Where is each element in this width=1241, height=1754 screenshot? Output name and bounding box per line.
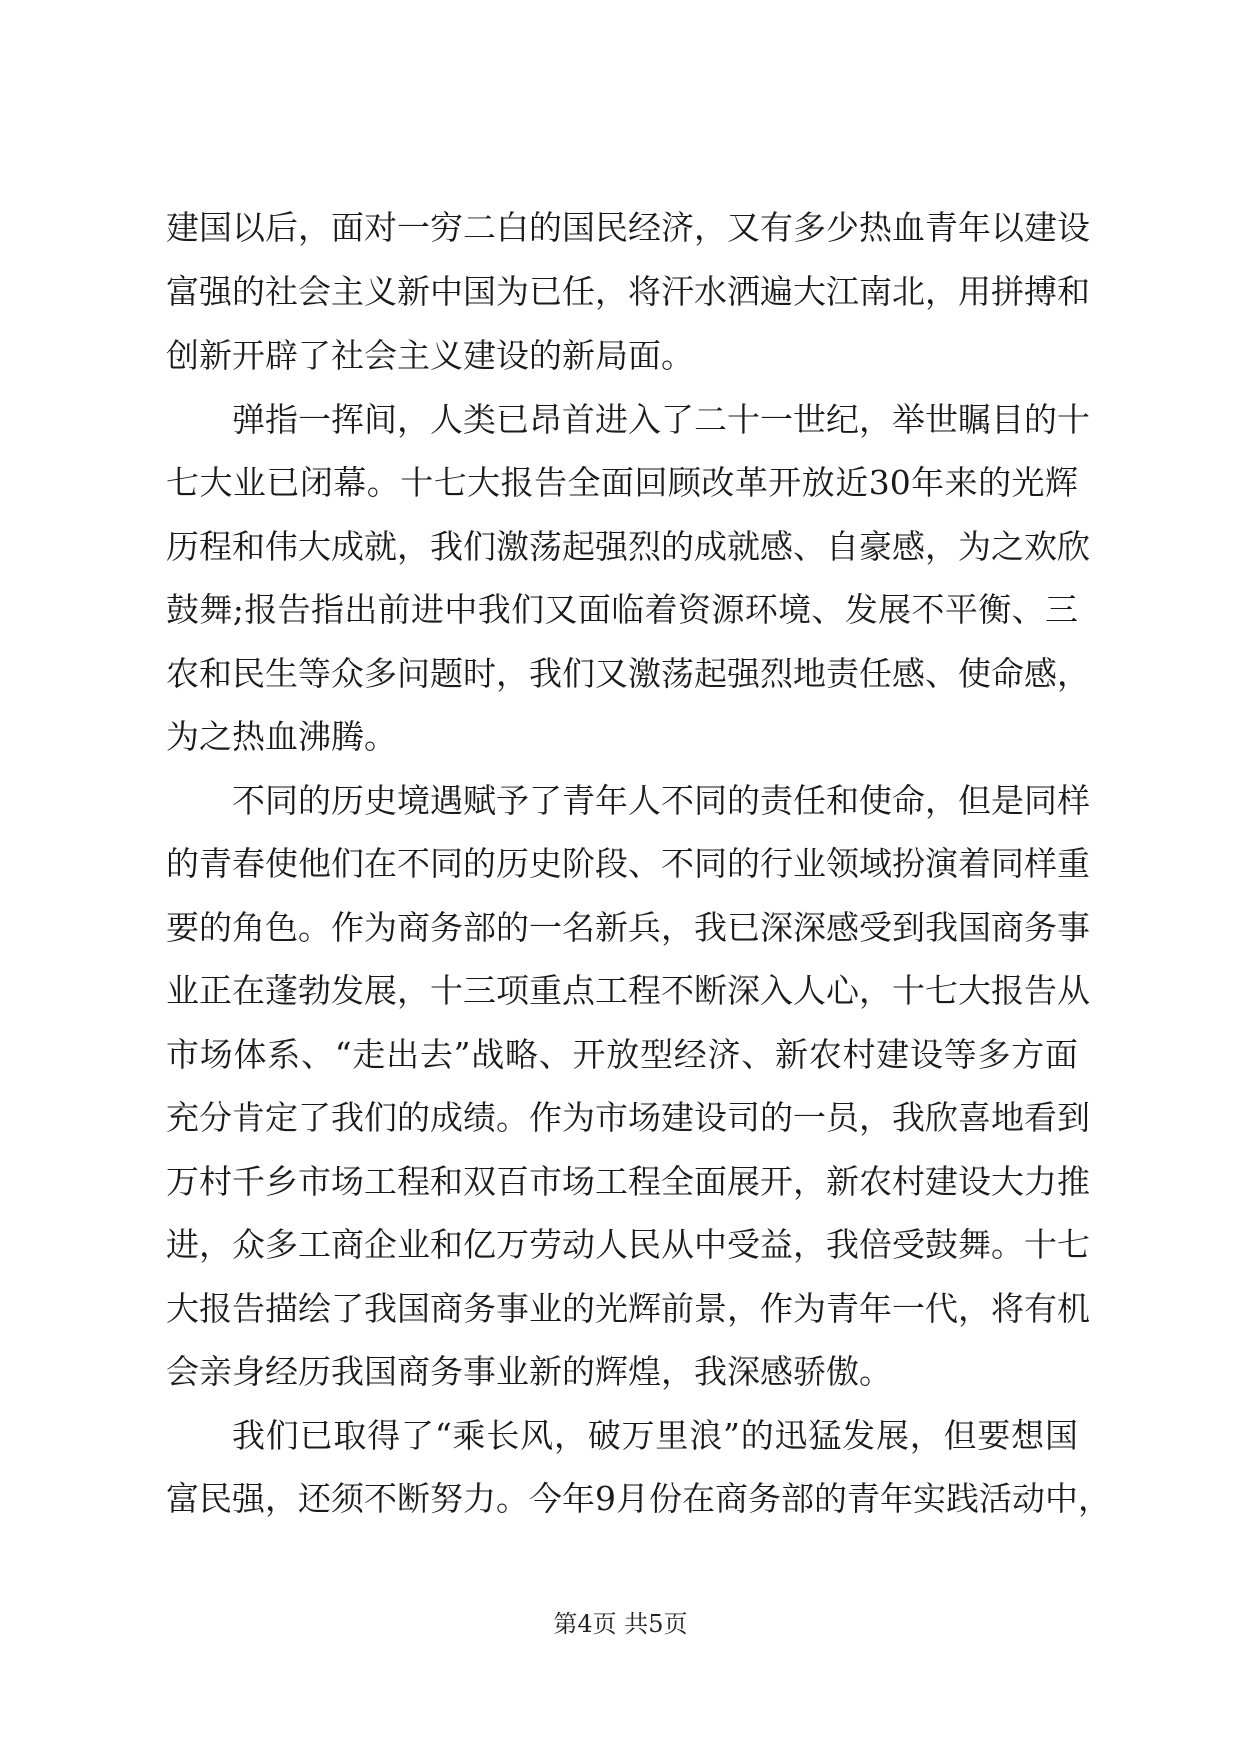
paragraph-line: 的青春使他们在不同的历史阶段、不同的行业领域扮演着同样重 (166, 844, 1090, 883)
paragraph-line: 大报告描绘了我国商务事业的光辉前景，作为青年一代，将有机 (166, 1289, 1090, 1328)
paragraph-line: 建国以后，面对一穷二白的国民经济，又有多少热血青年以建设 (166, 208, 1090, 247)
paragraph-line: 会亲身经历我国商务事业新的辉煌，我深感骄傲。 (166, 1352, 892, 1391)
paragraph-line: 富强的社会主义新中国为已任，将汗水洒遍大江南北，用拼搏和 (166, 272, 1090, 311)
paragraph-line: 农和民生等众多问题时，我们又激荡起强烈地责任感、使命感， (166, 654, 1090, 693)
paragraph-line: 市场体系、“走出去”战略、开放型经济、新农村建设等多方面 (166, 1035, 1078, 1074)
paragraph-line: 进，众多工商企业和亿万劳动人民从中受益，我倍受鼓舞。十七 (166, 1225, 1090, 1264)
paragraph-line: 弹指一挥间，人类已昂首进入了二十一世纪，举世瞩目的十 (232, 400, 1090, 439)
page-number-footer: 第4页 共5页 (553, 1610, 688, 1638)
paragraph-line: 充分肯定了我们的成绩。作为市场建设司的一员，我欣喜地看到 (166, 1098, 1090, 1137)
paragraph-line: 万村千乡市场工程和双百市场工程全面展开，新农村建设大力推 (166, 1162, 1090, 1201)
paragraph-line: 七大业已闭幕。十七大报告全面回顾改革开放近30年来的光辉 (166, 463, 1078, 502)
paragraph-line: 富民强，还须不断努力。今年9月份在商务部的青年实践活动中， (166, 1479, 1111, 1518)
paragraph-line: 创新开辟了社会主义建设的新局面。 (166, 336, 694, 375)
paragraph-line: 不同的历史境遇赋予了青年人不同的责任和使命，但是同样 (232, 781, 1090, 820)
paragraph-line: 鼓舞;报告指出前进中我们又面临着资源环境、发展不平衡、三 (166, 590, 1078, 629)
paragraph-line: 要的角色。作为商务部的一名新兵，我已深深感受到我国商务事 (166, 908, 1090, 947)
paragraph-line: 为之热血沸腾。 (166, 717, 397, 756)
paragraph-line: 历程和伟大成就，我们激荡起强烈的成就感、自豪感，为之欢欣 (166, 527, 1090, 566)
paragraph-line: 我们已取得了“乘长风，破万里浪”的迅猛发展，但要想国 (232, 1416, 1078, 1455)
paragraph-line: 业正在蓬勃发展，十三项重点工程不断深入人心，十七大报告从 (166, 971, 1090, 1010)
